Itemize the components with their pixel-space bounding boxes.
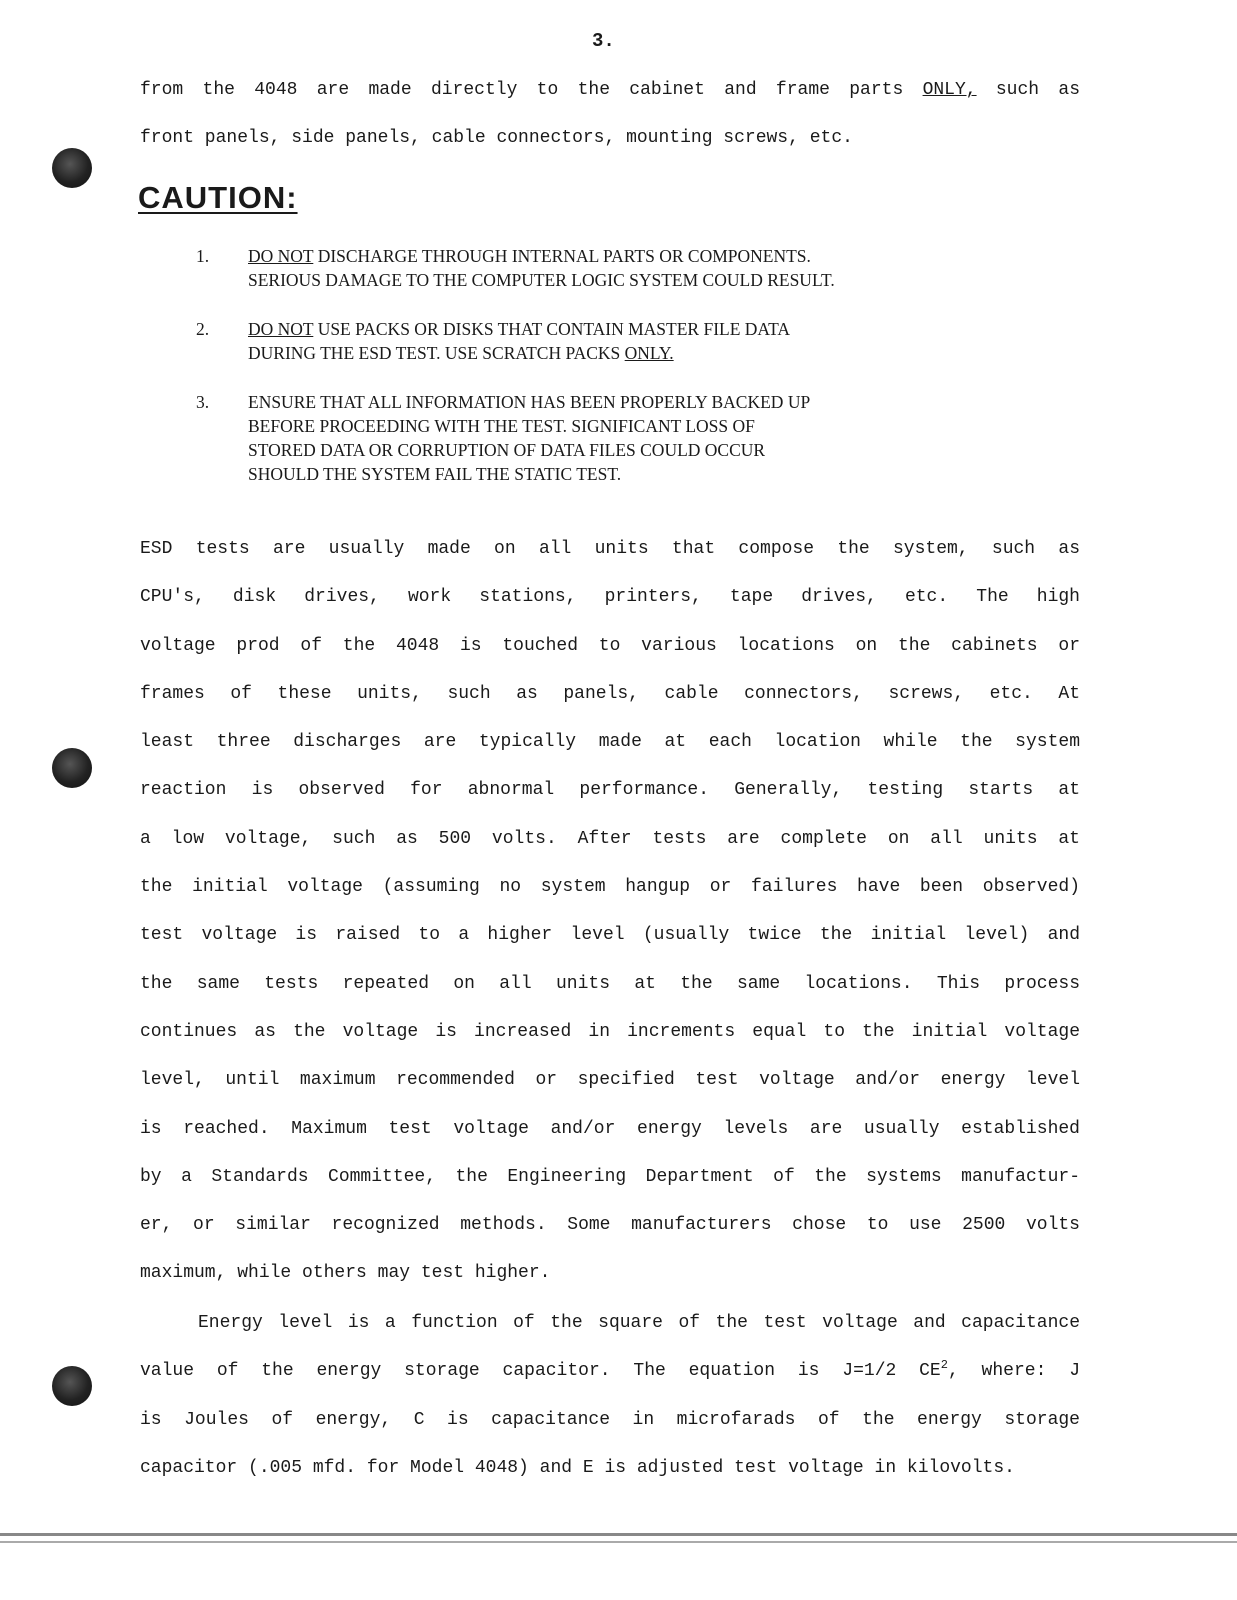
body-line: CPU's, disk drives, work stations, printers, tape drives, etc. The high — [140, 587, 1080, 608]
caution-emphasis: DO NOT — [248, 319, 314, 339]
caution-heading: CAUTION: — [138, 180, 298, 215]
caution-item-line — [248, 317, 956, 341]
caution-text: USE PACKS OR DISKS THAT CONTAIN MASTER FILE DATA — [313, 319, 791, 339]
caution-item-line: SERIOUS DAMAGE TO THE COMPUTER LOGIC SYSTEM COULD RESULT. — [248, 270, 835, 290]
intro-emphasis-only: ONLY, — [922, 80, 977, 100]
body-line: er, or similar recognized methods. Some manufacturers chose to use 2500 volts — [140, 1215, 1080, 1236]
caution-item-line: SHOULD THE SYSTEM FAIL THE STATIC TEST. — [248, 464, 622, 484]
energy-line-4: capacitor (.005 mfd. for Model 4048) and E is adjusted test voltage in kilovolts. — [140, 1457, 1015, 1478]
energy-text: Energy level is a function of the square of the test voltage and capacitance — [198, 1313, 1080, 1333]
caution-item-line — [248, 244, 956, 268]
caution-item-2 — [196, 317, 956, 365]
energy-equation-text: value of the energy storage capacitor. The equation is J=1/2 CE — [140, 1361, 941, 1382]
caution-item-line — [248, 341, 956, 365]
caution-item-line: BEFORE PROCEEDING WITH THE TEST. SIGNIFICANT LOSS OF — [248, 416, 755, 436]
caution-item-3 — [196, 390, 956, 486]
caution-list — [196, 244, 956, 511]
body-line: maximum, while others may test higher. — [140, 1263, 551, 1284]
punch-hole-middle — [52, 748, 92, 788]
caution-emphasis: DO NOT — [248, 246, 314, 266]
body-line: a low voltage, such as 500 volts. After tests are complete on all units at — [140, 828, 1080, 849]
energy-line-2 — [140, 1347, 1080, 1395]
scan-artifact-rule — [0, 1541, 1237, 1543]
caution-item-number: 3. — [196, 392, 210, 412]
caution-text: DISCHARGE THROUGH INTERNAL PARTS OR COMPONENTS. — [313, 246, 811, 266]
body-line: continues as the voltage is increased in increments equal to the initial voltage — [140, 1021, 1080, 1042]
energy-line-3: is Joules of energy, C is capacitance in microfarads of the energy storage — [140, 1409, 1080, 1430]
intro-line-2: front panels, side panels, cable connectors, mounting screws, etc. — [140, 128, 853, 149]
energy-paragraph — [140, 1299, 1080, 1492]
punch-hole-top — [52, 148, 92, 188]
caution-text: DURING THE ESD TEST. USE SCRATCH PACKS — [248, 343, 625, 363]
caution-item-number: 2. — [196, 319, 210, 339]
caution-item-number: 1. — [196, 246, 210, 266]
caution-item-line: STORED DATA OR CORRUPTION OF DATA FILES COULD OCCUR — [248, 440, 766, 460]
body-line: ESD tests are usually made on all units that compose the system, such as — [140, 539, 1080, 559]
body-line: the initial voltage (assuming no system hangup or failures have been observed) — [140, 877, 1080, 898]
body-line: by a Standards Committee, the Engineering Department of the systems manufactur- — [140, 1166, 1080, 1187]
punch-hole-bottom — [52, 1366, 92, 1406]
caution-emphasis: ONLY. — [624, 343, 674, 363]
energy-exponent: 2 — [940, 1358, 948, 1373]
body-line: frames of these units, such as panels, cable connectors, screws, etc. At — [140, 683, 1080, 704]
caution-item-line: ENSURE THAT ALL INFORMATION HAS BEEN PROPERLY BACKED UP — [248, 392, 811, 412]
body-line: voltage prod of the 4048 is touched to various locations on the cabinets or — [140, 635, 1080, 656]
body-line: test voltage is raised to a higher level (usually twice the initial level) and — [140, 925, 1080, 946]
body-line: least three discharges are typically made at each location while the system — [140, 732, 1080, 753]
intro-line-1 — [140, 66, 1080, 114]
body-paragraph — [140, 525, 1080, 1298]
energy-text: , where: J — [947, 1361, 1080, 1382]
body-line: level, until maximum recommended or specified test voltage and/or energy level — [140, 1070, 1080, 1091]
energy-line-1 — [140, 1299, 1080, 1347]
intro-paragraph — [140, 66, 1080, 163]
intro-line-1-end: such as — [976, 80, 1080, 100]
body-line: the same tests repeated on all units at the same locations. This process — [140, 973, 1080, 994]
body-line: is reached. Maximum test voltage and/or energy levels are usually established — [140, 1118, 1080, 1139]
scan-artifact-rule — [0, 1533, 1237, 1536]
caution-item-1 — [196, 244, 956, 292]
body-line: reaction is observed for abnormal performance. Generally, testing starts at — [140, 780, 1080, 801]
page-number: 3. — [592, 30, 615, 52]
intro-line-1-start: from the 4048 are made directly to the cabinet and frame parts — [140, 80, 923, 100]
